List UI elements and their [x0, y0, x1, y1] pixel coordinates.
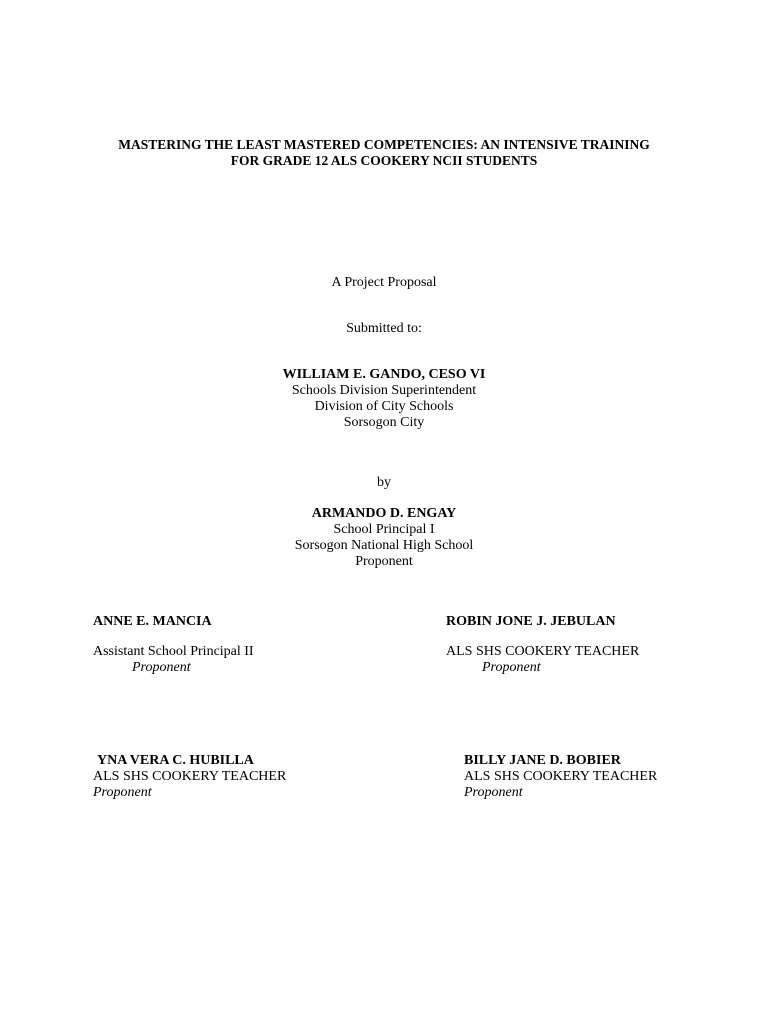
recipient-name: WILLIAM E. GANDO, CESO VI	[282, 367, 486, 382]
co-proponent-position: ALS SHS COOKERY TEACHER	[93, 769, 287, 784]
co-proponent-3	[93, 753, 286, 801]
co-proponent-role: Proponent	[132, 660, 191, 675]
co-proponent-position: Assistant School Principal II	[93, 644, 254, 659]
co-proponent-role: Proponent	[464, 785, 523, 800]
co-proponent-role: Proponent	[482, 660, 541, 675]
co-proponent-4	[464, 753, 657, 801]
proposal-type: A Project Proposal	[331, 275, 437, 290]
recipient-location: Sorsogon City	[343, 415, 425, 430]
co-proponent-position: ALS SHS COOKERY TEACHER	[464, 769, 658, 784]
main-proponent-block	[0, 506, 768, 570]
title-line-1: MASTERING THE LEAST MASTERED COMPETENCIES: AN INTENSIVE TRAINING	[118, 137, 650, 152]
co-proponent-position: ALS SHS COOKERY TEACHER	[446, 644, 640, 659]
co-proponent-name: BILLY JANE D. BOBIER	[464, 753, 621, 768]
main-proponent-school: Sorsogon National High School	[294, 538, 474, 553]
main-proponent-name: ARMANDO D. ENGAY	[311, 506, 457, 521]
submitted-to-label: Submitted to:	[346, 321, 422, 336]
by-label: by	[377, 475, 391, 490]
recipient-office: Division of City Schools	[314, 399, 454, 414]
main-proponent-role: Proponent	[355, 554, 413, 569]
co-proponent-name: ANNE E. MANCIA	[93, 614, 212, 629]
recipient-position: Schools Division Superintendent	[291, 383, 477, 398]
co-proponent-name: YNA VERA C. HUBILLA	[97, 753, 254, 768]
document-title	[0, 137, 768, 169]
co-proponent-2	[446, 614, 639, 676]
co-proponent-role: Proponent	[93, 785, 152, 800]
co-proponent-1	[93, 614, 254, 676]
co-proponent-name: ROBIN JONE J. JEBULAN	[446, 614, 616, 629]
title-line-2: FOR GRADE 12 ALS COOKERY NCII STUDENTS	[230, 153, 538, 168]
main-proponent-position: School Principal I	[333, 522, 435, 537]
recipient-block	[0, 367, 768, 431]
